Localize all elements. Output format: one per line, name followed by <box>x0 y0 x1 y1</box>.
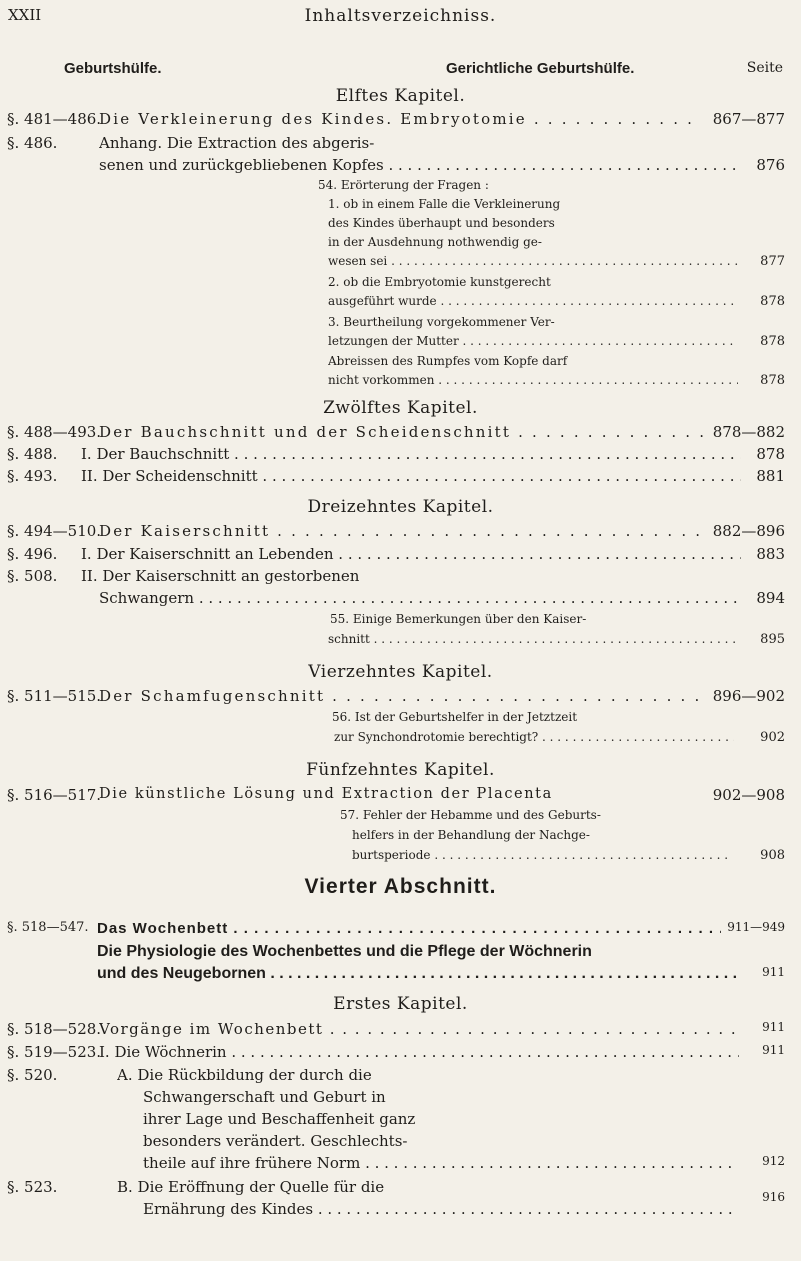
subentry: des Kindes überhaupt und besonders <box>328 216 555 230</box>
toc-entry: §. 493. II. Der Scheidenschnitt . . . 881 <box>0 467 801 489</box>
toc-entry: §. 516—517. Die künstliche Lösung und Extraction der Placenta 902—908 <box>7 786 785 804</box>
running-title: Inhaltsverzeichniss. <box>304 6 497 26</box>
toc-entry: §. 523. B. Die Eröffnung der Quelle für die <box>7 1178 385 1196</box>
column-heading-middle: Gerichtliche Geburtshülfe. <box>446 60 635 77</box>
toc-entry <box>0 110 801 132</box>
subentry: nicht vorkommen . . . 878 <box>0 373 801 391</box>
entry-text: senen und zurückgebliebenen Kopfes . . . <box>99 156 739 174</box>
subentry: 55. Einige Bemerkungen über den Kaiser- <box>330 612 587 626</box>
subentry: wesen sei . . . 877 <box>0 254 801 272</box>
subentry: helfers in der Behandlung der Nachge- <box>352 828 590 842</box>
subentry: schnitt . . . 895 <box>0 632 801 650</box>
toc-entry: §. 519—523. I. Die Wöchnerin . . . 911 <box>0 1043 801 1065</box>
toc-entry: theile auf ihre frühere Norm . . . 912 <box>0 1154 801 1176</box>
chapter-title: Dreizehntes Kapitel. <box>307 497 494 517</box>
section-number: §. 481—486. <box>7 110 102 128</box>
subentry: letzungen der Mutter . . . 878 <box>0 334 801 352</box>
subentry: 3. Beurtheilung vorgekommener Ver- <box>328 315 555 329</box>
toc-entry: §. 518—528. Vorgänge im Wochenbett . . . 911 <box>0 1020 801 1042</box>
toc-entry <box>0 156 801 178</box>
subentry: zur Synchondrotomie berechtigt? . . . 902 <box>0 730 801 748</box>
subentry: 54. Erörterung der Fragen : <box>318 178 489 192</box>
subentry: ausgeführt wurde . . . 878 <box>0 294 801 312</box>
toc-entry: §. 520. A. Die Rückbildung der durch die <box>7 1066 372 1084</box>
subentry: 57. Fehler der Hebamme und des Geburts- <box>340 808 601 822</box>
section-number: §. 486. <box>7 134 58 152</box>
entry-text: Anhang. Die Extraction des abgeris- <box>99 134 375 152</box>
subentry: 2. ob die Embryotomie kunstgerecht <box>328 275 551 289</box>
toc-entry: ihrer Lage und Beschaffenheit ganz <box>143 1110 416 1128</box>
entry-text: Die Verkleinerung des Kindes. Embryotomie . . . <box>99 110 699 128</box>
toc-entry: §. 518—547. Das Wochenbett . . . 911—949 <box>0 920 801 942</box>
toc-entry: Schwangern . . . 894 <box>0 589 801 611</box>
toc-entry: §. 494—510. Der Kaiserschnitt . . . 882—896 <box>0 522 801 544</box>
toc-entry: §. 496. I. Der Kaiserschnitt an Lebenden . . . 883 <box>0 545 801 567</box>
subentry: burtsperiode . . . 908 <box>0 848 801 866</box>
chapter-title: Erstes Kapitel. <box>333 994 468 1014</box>
subentry: 1. ob in einem Falle die Verkleinerung <box>328 197 561 211</box>
part-title: Vierter Abschnitt. <box>304 875 497 898</box>
chapter-title: Zwölftes Kapitel. <box>323 398 478 418</box>
column-heading-page: Seite <box>746 60 783 76</box>
page-ref: 876 <box>750 156 785 174</box>
column-headings <box>0 60 801 84</box>
subentry: Abreissen des Rumpfes vom Kopfe darf <box>328 354 568 368</box>
toc-entry: §. 508. II. Der Kaiserschnitt an gestorbenen <box>7 567 360 585</box>
chapter-title: Vierzehntes Kapitel. <box>308 662 493 682</box>
subentry: 56. Ist der Geburtshelfer in der Jetztzeit <box>332 710 578 724</box>
page-ref: 867—877 <box>707 110 785 128</box>
chapter-title: Elftes Kapitel. <box>335 86 466 106</box>
toc-entry: §. 488—493. Der Bauchschnitt und der Scheidenschnitt . . . 878—882 <box>0 423 801 445</box>
column-heading-left: Geburtshülfe. <box>64 60 162 77</box>
toc-entry: Ernährung des Kindes . . . 916 <box>0 1200 801 1222</box>
toc-entry: und des Neugebornen . . . 911 <box>0 965 801 987</box>
chapter-title: Fünfzehntes Kapitel. <box>306 760 495 780</box>
toc-entry: besonders verändert. Geschlechts- <box>143 1132 408 1150</box>
subentry: in der Ausdehnung nothwendig ge- <box>328 235 542 249</box>
toc-entry: §. 488. I. Der Bauchschnitt . . . 878 <box>0 445 801 467</box>
running-header <box>0 6 801 32</box>
toc-entry: Die Physiologie des Wochenbettes und die Pflege der Wöchnerin <box>97 943 592 960</box>
page-number: XXII <box>8 6 42 24</box>
toc-entry: Schwangerschaft und Geburt in <box>143 1088 386 1106</box>
toc-entry: §. 511—515. Der Schamfugenschnitt . . . 896—902 <box>0 687 801 709</box>
toc-entry <box>0 134 801 156</box>
